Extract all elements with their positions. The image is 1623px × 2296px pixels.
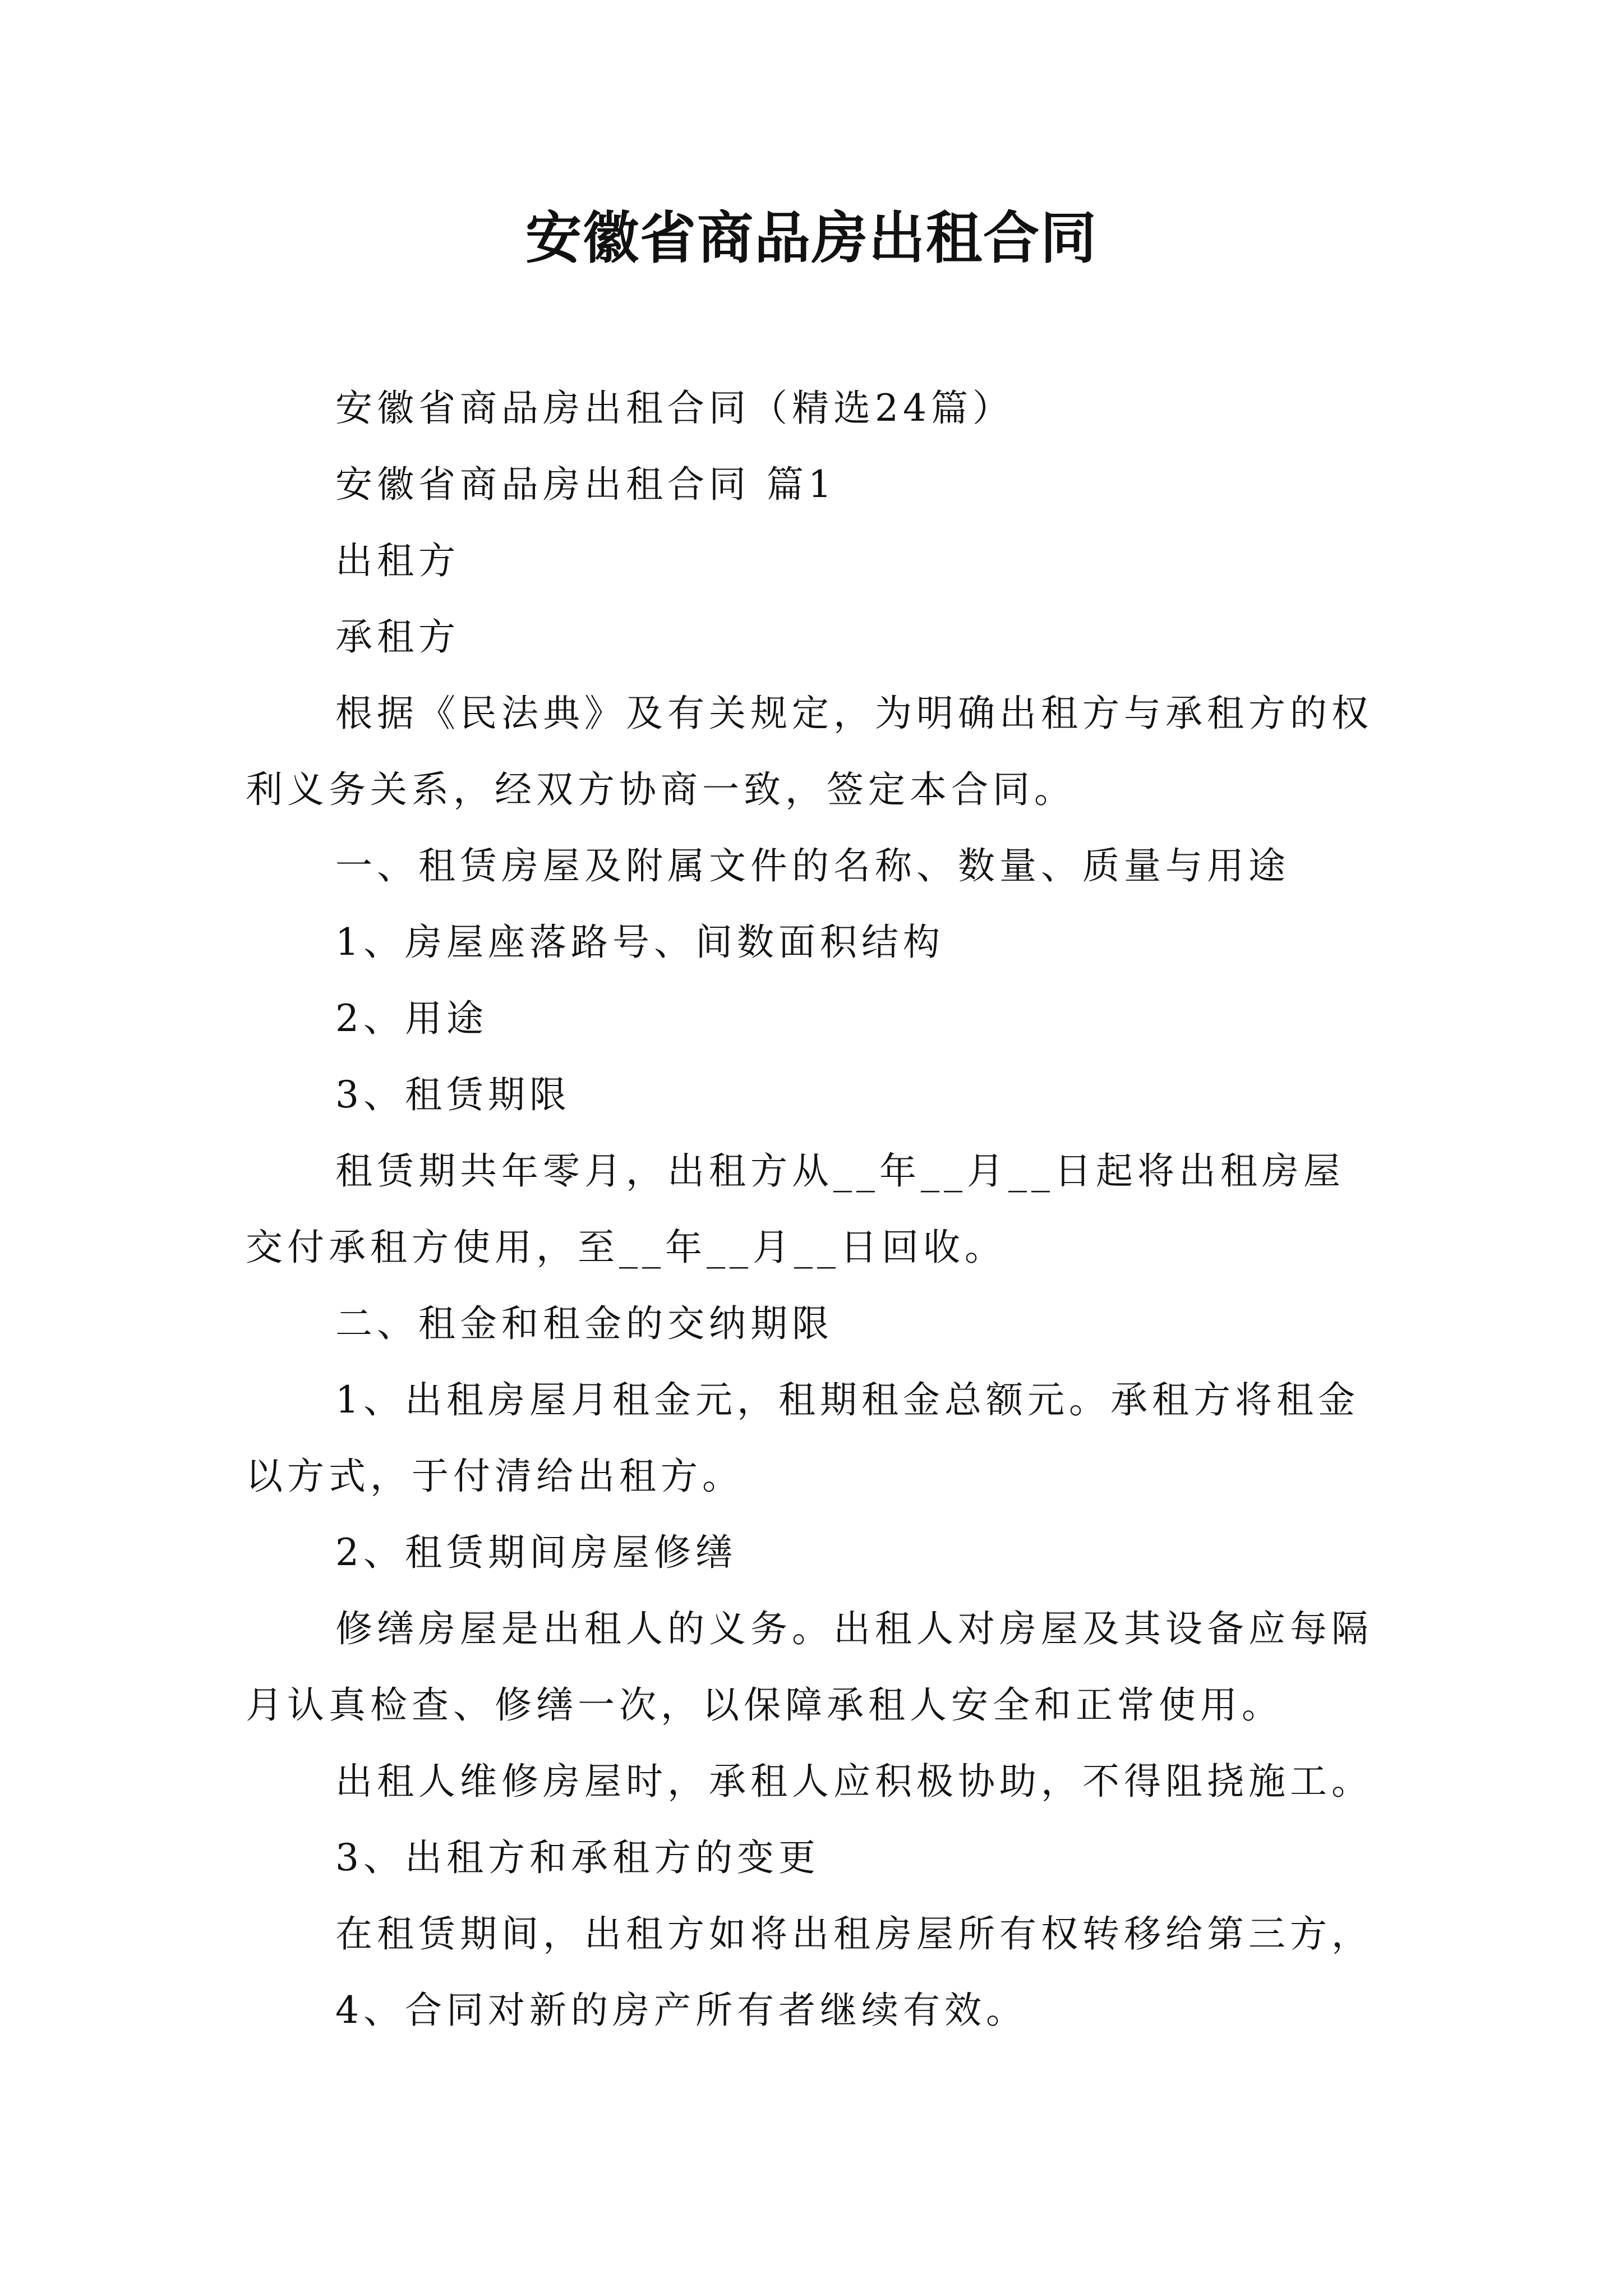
paragraph-ownership-transfer: 在租赁期间，出租方如将出租房屋所有权转移给第三方，: [335, 1912, 1373, 1955]
paragraph-term-details: 租赁期共年零月，出租方从__年__月__日起将出租房屋交付承租方使用，至__年__月__日回收。: [246, 1149, 1345, 1269]
paragraph-item-term: 3、租赁期限: [335, 1073, 571, 1116]
paragraph-rent-amount: 1、出租房屋月租金元，租期租金总额元。承租方将租金以方式，于付清给出租方。: [246, 1378, 1359, 1498]
paragraph-lessee: 承租方: [335, 615, 460, 659]
paragraph-article-2-heading: 二、租金和租金的交纳期限: [335, 1302, 833, 1345]
paragraph-repairs-duty: 修缮房屋是出租人的义务。出租人对房屋及其设备应每隔月认真检查、修缮一次，以保障承租人安全和正常使用。: [246, 1607, 1373, 1727]
paragraph-repairs-heading: 2、租赁期间房屋修缮: [335, 1531, 737, 1574]
paragraph-repairs-cooperation: 出租人维修房屋时，承租人应积极协助，不得阻挠施工。: [335, 1760, 1373, 1803]
document-title: 安徽省商品房出租合同: [525, 205, 1098, 271]
paragraph-lessor: 出租方: [335, 539, 460, 582]
paragraph-item-location: 1、房屋座落路号、间数面积结构: [335, 921, 944, 964]
paragraph-contract-validity: 4、合同对新的房产所有者继续有效。: [335, 1989, 1027, 2032]
paragraph-subtitle: 安徽省商品房出租合同（精选24篇）: [335, 386, 1014, 430]
paragraph-section-heading: 安徽省商品房出租合同 篇1: [335, 463, 836, 506]
paragraph-change-heading: 3、出租方和承租方的变更: [335, 1836, 820, 1879]
paragraph-preamble: 根据《民法典》及有关规定，为明确出租方与承租方的权利义务关系，经双方协商一致，签定本合同。: [246, 692, 1373, 811]
paragraph-article-1-heading: 一、租赁房屋及附属文件的名称、数量、质量与用途: [335, 844, 1290, 887]
paragraph-item-usage: 2、用途: [335, 997, 488, 1040]
